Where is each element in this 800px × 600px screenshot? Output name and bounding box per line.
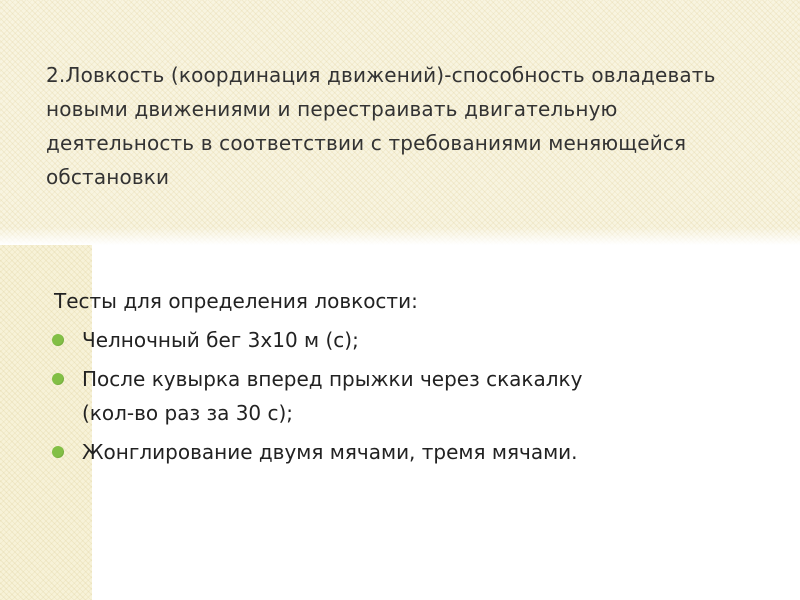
list-item bbox=[48, 323, 768, 357]
bullet-icon bbox=[52, 446, 64, 458]
bullet-icon bbox=[52, 334, 64, 346]
tests-list bbox=[48, 323, 768, 469]
tests-heading: Тесты для определения ловкости: bbox=[54, 289, 418, 313]
bullet-icon bbox=[52, 373, 64, 385]
list-item-text: Челночный бег 3х10 м (с); bbox=[82, 328, 359, 352]
list-item-text: Жонглирование двумя мячами, тремя мячами. bbox=[82, 440, 578, 464]
slide-title: 2.Ловкость (координация движений)-способность овладевать новыми движениями и перестраивать двигательную деятельность в соответствии с требованиями меняющейся обстановки bbox=[46, 63, 716, 189]
list-item bbox=[48, 435, 768, 469]
list-item bbox=[48, 362, 768, 430]
list-item-text: После кувырка вперед прыжки через скакалку (кол-во раз за 30 с); bbox=[82, 367, 583, 425]
content-area bbox=[48, 284, 768, 474]
